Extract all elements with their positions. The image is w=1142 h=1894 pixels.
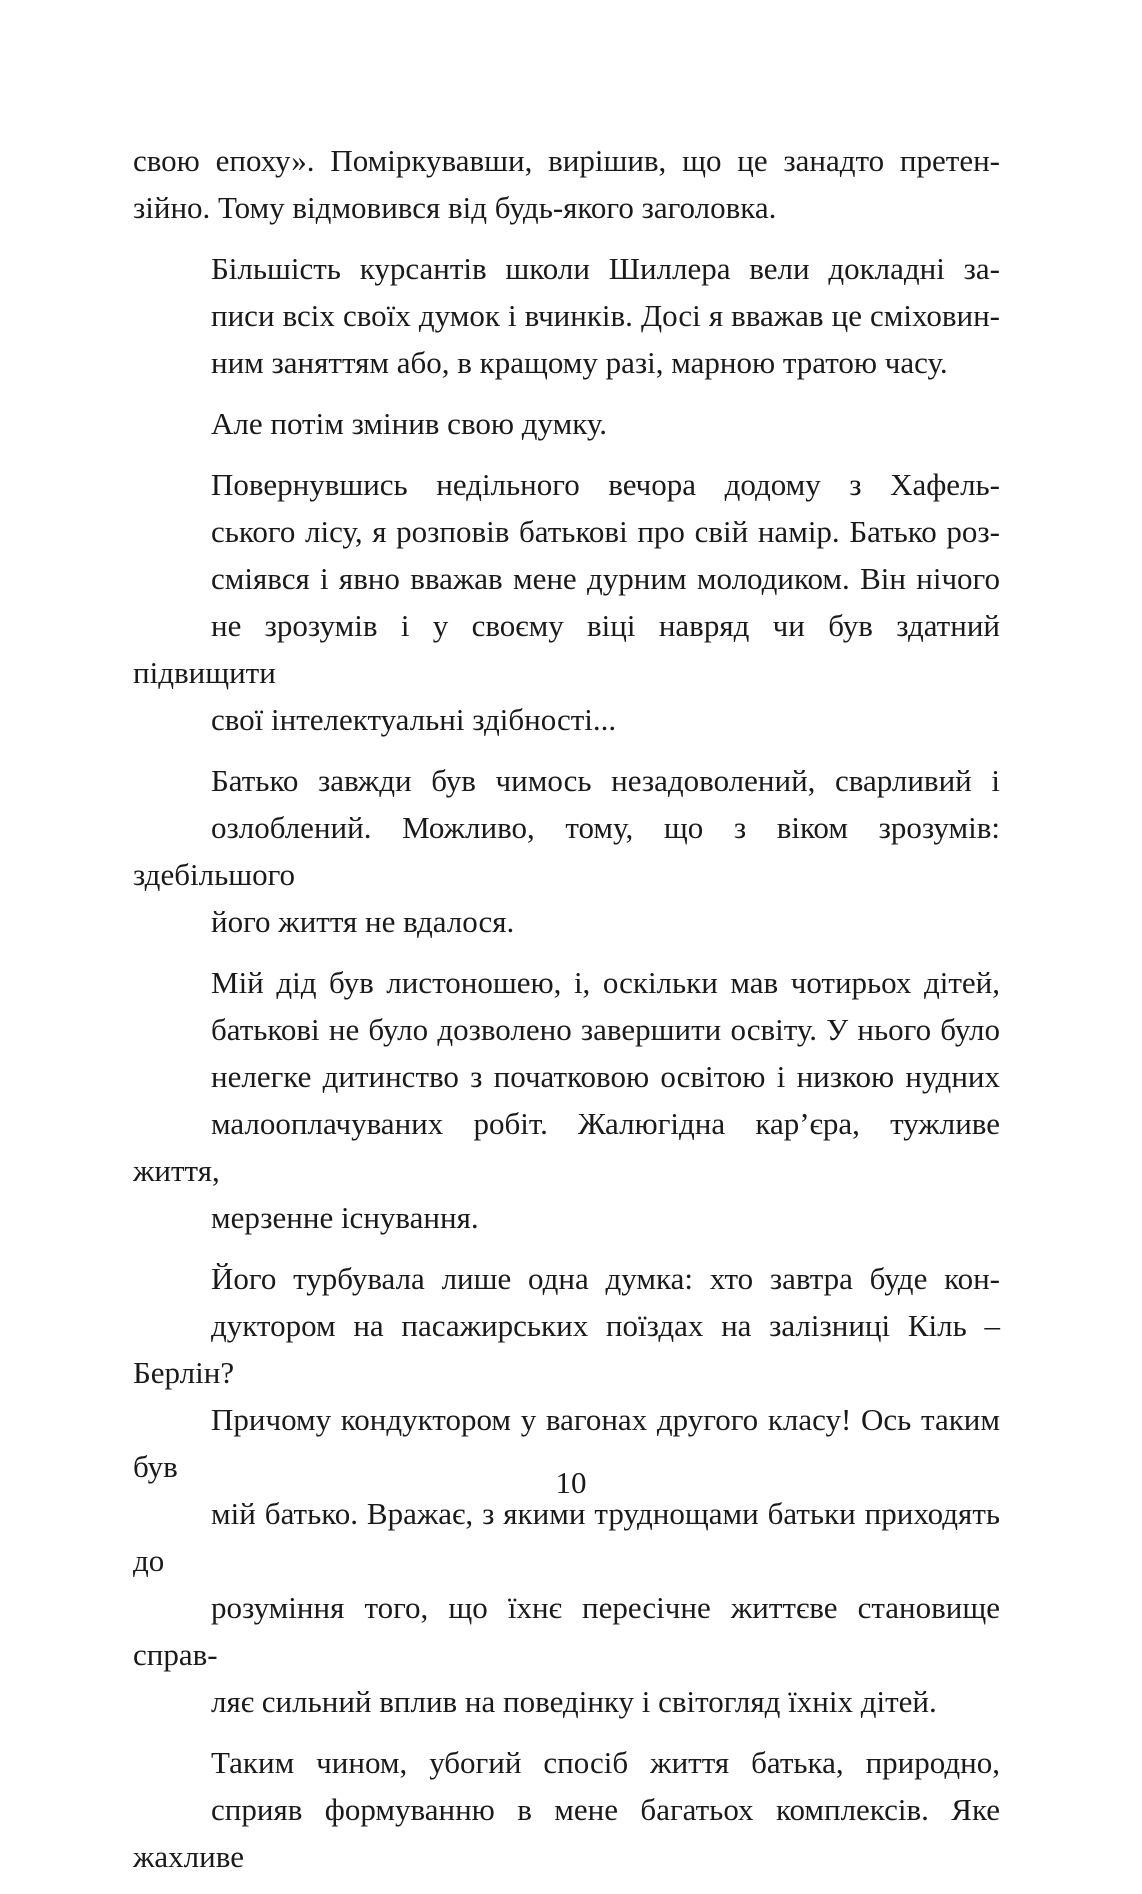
body-text: [133, 137, 1000, 1894]
text-line: Його турбувала лише одна думка: хто завтра буде кон-: [211, 1261, 1000, 1296]
text-line: Причому кондуктором у вагонах другого класу! Ось таким був: [133, 1402, 1000, 1484]
paragraph: [133, 137, 1000, 231]
text-line: Мій дід був листоношею, і, оскільки мав чотирьох дітей,: [211, 965, 1000, 1000]
text-line: зійно. Тому відмовився від будь-якого заголовка.: [133, 190, 777, 225]
text-line: сприяв формуванню в мене багатьох комплексів. Яке жахливе: [133, 1792, 1000, 1874]
text-line: свою епоху». Поміркувавши, вирішив, що це занадто претен-: [133, 143, 1000, 178]
text-line: ним заняттям або, в кращому разі, марною тратою часу.: [211, 345, 948, 380]
text-line: мерзенне існування.: [211, 1200, 479, 1235]
text-line: Повернувшись недільного вечора додому з Хафель-: [211, 467, 1000, 502]
text-line: Але потім змінив свою думку.: [211, 406, 608, 441]
text-line: нелегке дитинство з початковою освітою і низкою нудних: [211, 1059, 1000, 1094]
text-line: Більшість курсантів школи Шиллера вели докладні за-: [211, 251, 1000, 286]
text-line: Таким чином, убогий спосіб життя батька, природно,: [211, 1745, 1000, 1780]
text-line: мій батько. Вражає, з якими труднощами батьки приходять до: [133, 1496, 1000, 1578]
paragraph: [133, 461, 1000, 743]
text-line: розуміння того, що їхнє пересічне життєве становище справ-: [133, 1590, 1000, 1672]
text-line: писи всіх своїх думок і вчинків. Досі я вважав це сміховин-: [211, 298, 1000, 333]
paragraph: [133, 245, 1000, 386]
text-line: малооплачуваних робіт. Жалюгідна кар’єра, тужливе життя,: [133, 1106, 1000, 1188]
text-line: дуктором на пасажирських поїздах на залізниці Кіль – Берлін?: [133, 1308, 1000, 1390]
text-line: озлоблений. Можливо, тому, що з віком зрозумів: здебільшого: [133, 810, 1000, 892]
text-line: сміявся і явно вважав мене дурним молодиком. Він нічого: [211, 561, 1000, 596]
text-line: ського лісу, я розповів батькові про свій намір. Батько роз-: [211, 514, 1000, 549]
text-line: Батько завжди був чимось незадоволений, сварливий і: [211, 763, 1000, 798]
text-line: батькові не було дозволено завершити освіту. У нього було: [211, 1012, 1000, 1047]
text-line: його життя не вдалося.: [211, 904, 515, 939]
paragraph: [133, 757, 1000, 945]
text-line: ляє сильний вплив на поведінку і світогляд їхніх дітей.: [211, 1684, 937, 1719]
text-line: свої інтелектуальні здібності...: [211, 702, 617, 737]
paragraph: [133, 1739, 1000, 1880]
paragraph: [133, 959, 1000, 1241]
paragraph: [133, 400, 1000, 447]
text-line: не зрозумів і у своєму віці навряд чи був здатний підвищити: [133, 608, 1000, 690]
page-number: 10: [555, 1465, 587, 1500]
